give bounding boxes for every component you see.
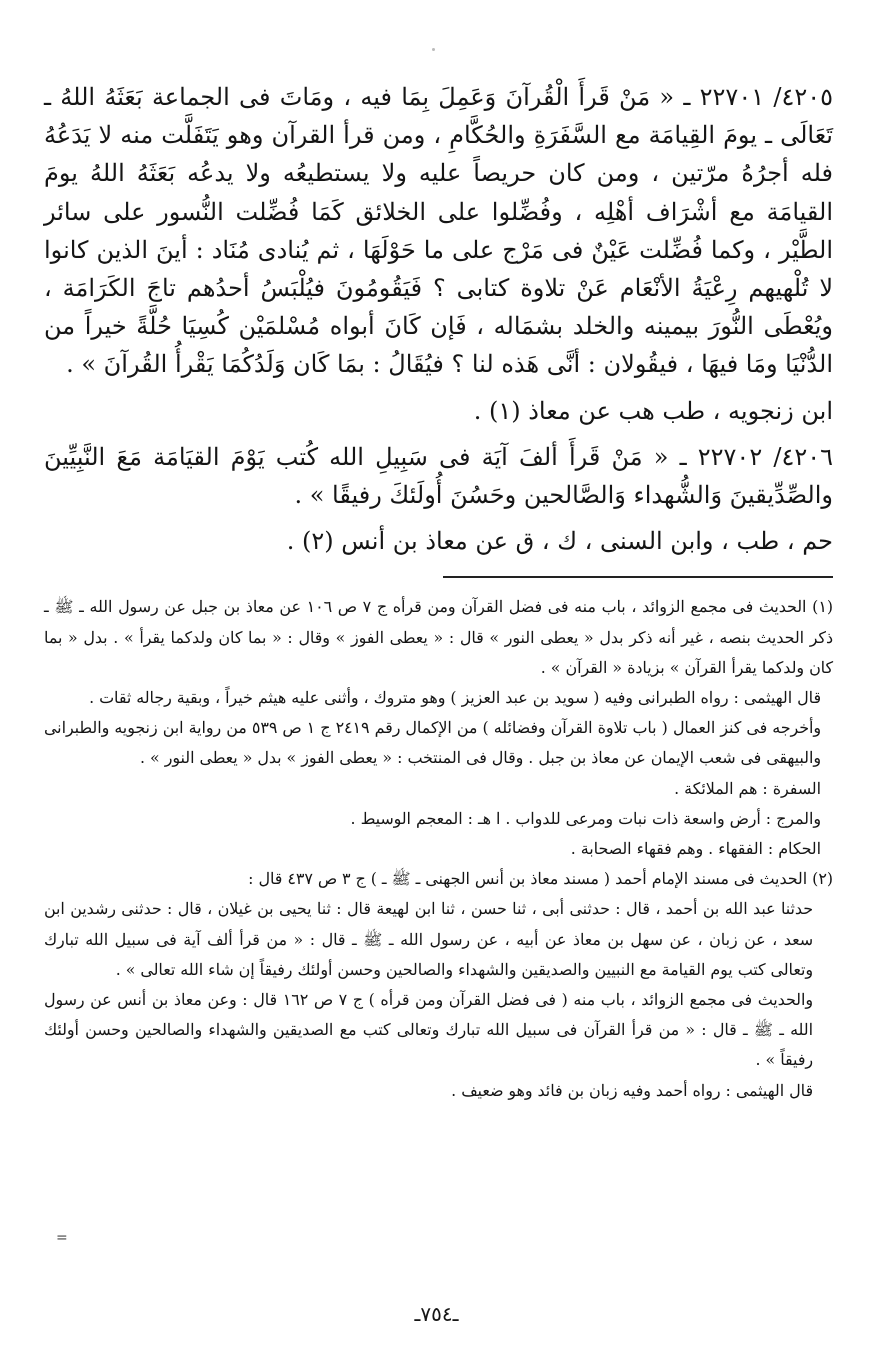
- footnote-1-marj: والمرج : أرض واسعة ذات نبات ومرعى للدواب . ا هـ : المعجم الوسيط .: [350, 808, 821, 828]
- footnote-2-majma: والحديث فى مجمع الزوائد ، باب منه ( فى فضل القرآن ومن قرأه ) ج ٧ ص ١٦٢ قال : وعن معاذ بن أنس عن رسول الله ـ ﷺ ـ قال : « من قرأ القرآن فى سبيل الله تبارك وتعالى كتب مع الصديقين والشهداء والصالحين وحسن أولئك رفيقاً » .: [44, 990, 813, 1070]
- footnote-1-main: (١) الحديث فى مجمع الزوائد ، باب منه فى فضل القرآن ومن قرأه ج ٧ ص ١٠٦ عن معاذ بن جبل عن رسول الله ـ ﷺ ـ ذكر الحديث بنصه ، غير أنه ذكر بدل « يعطى النور » قال : « يعطى الفوز » وقال : « بما كان ولدكما يقرأ » . بدل « بما كان ولدكما يقرأ القرآن » بزيادة « القرآن » .: [44, 597, 833, 677]
- hadith-4205: ٤٢٠٥/ ٢٢٧٠١ ـ « مَنْ قَرأَ الْقُرآنَ وَعَمِلَ بِمَا فيه ، ومَاتَ فى الجماعة بَعَثَهُ اللهُ ـ تَعَالَى ـ يومَ القِيامَة مع السَّفَرَةِ والحُكَّامِ ، ومن قرأ القرآن وهو يَتَفَلَّت منه لا يَدَعُهُ فله أجرُهُ مرّتين ، ومن كان حريصاً عليه ولا يستطيعُه ولا يدعُه بَعَثَهُ اللهُ يومَ القيامَة مع أشْرَاف أهْلِه ، وفُضِّلوا على الخلائق كَمَا فُضِّلت النُّسور على سائر الطَّيْر ، وكما فُضِّلت عَيْنٌ فى مَرْج على ما حَوْلَهَا ، ثم يُنادى مُنَاد : أينَ الذين كانوا لا تُلْهيهم رِعْيَةُ الأنْعَام عَنْ تلاوة كتابى ؟ فَيَقُومُونَ فيُلْبَسُ أحدُهم تاجَ الكَرَامَة ، ويُعْطَى النُّورَ بيمينه والخلد بشمَاله ، فَإن كَانَ أبواه مُسْلمَيْن كُسِيَا حُلَّةً خيراً من الدُّنْيَا ومَا فيهَا ، فيقُولان : أنَّى هَذه لنا ؟ فيُقَالُ : بمَا كَان وَلَدُكُمَا يَقْرأُ القُرآنَ » .: [44, 83, 833, 379]
- footnote-2-haythami: قال الهيثمى : رواه أحمد وفيه زبان بن فائد وهو ضعيف .: [451, 1080, 813, 1100]
- footnote-2-main: (٢) الحديث فى مسند الإمام أحمد ( مسند معاذ بن أنس الجهنى ـ ﷺ ـ ) ج ٣ ص ٤٣٧ قال :: [248, 869, 833, 889]
- hadith-4206-source: حم ، طب ، وابن السنى ، ك ، ق عن معاذ بن أنس (٢) .: [286, 527, 833, 556]
- footnotes: [44, 592, 833, 1105]
- footnote-1-kanz: وأخرجه فى كنز العمال ( باب تلاوة القرآن وفضائله ) من الإكمال رقم ٢٤١٩ ج ١ ص ٥٣٩ من رواية ابن زنجويه والطبرانى والبيهقى فى شعب الإيمان عن معاذ بن جبل . وقال فى المنتخب : « يعطى الفوز » بدل « يعطى النور » .: [44, 718, 821, 768]
- margin-mark: =: [56, 1230, 68, 1246]
- footnote-separator: [443, 576, 833, 578]
- footnote-1-safara: السفرة : هم الملائكة .: [674, 778, 821, 798]
- page-number: ـ٧٥٤ـ: [414, 1302, 459, 1326]
- footnote-2-isnad: حدثنا عبد الله بن أحمد ، قال : حدثنى أبى ، ثنا حسن ، ثنا ابن لهيعة قال : ثنا يحيى بن غيلان ، قال : حدثنى رشدين ابن سعد ، عن زبان ، عن سهل بن معاذ عن أبيه ، عن رسول الله ـ ﷺ ـ قال : « من قرأ ألف آية فى سبيل الله تبارك وتعالى كتب يوم القيامة مع النبيين والصديقين والشهداء والصالحين وحسن أولئك رفيقاً إن شاء الله تعالى » .: [44, 899, 813, 979]
- page-speck: [432, 48, 435, 51]
- footnote-1-hukkam: الحكام : الفقهاء . وهم فقهاء الصحابة .: [570, 839, 821, 859]
- footnote-1-haythami: قال الهيثمى : رواه الطبرانى وفيه ( سويد بن عبد العزيز ) وهو متروك ، وأثنى عليه هيثم خيراً ، وبقية رجاله ثقات .: [89, 688, 821, 708]
- hadith-4206: ٤٢٠٦/ ٢٢٧٠٢ ـ « مَنْ قَرأَ ألفَ آيَة فى سَبِيلِ الله كُتب يَوْمَ القيَامَة مَعَ النَّبِيِّينَ والصِّدِّيقينَ وَالشُّهداء وَالصَّالحين وحَسُنَ أُولَئكَ رفيقًا » .: [44, 442, 833, 510]
- hadith-4205-source: ابن زنجويه ، طب هب عن معاذ (١) .: [473, 396, 833, 425]
- main-text: [44, 78, 833, 560]
